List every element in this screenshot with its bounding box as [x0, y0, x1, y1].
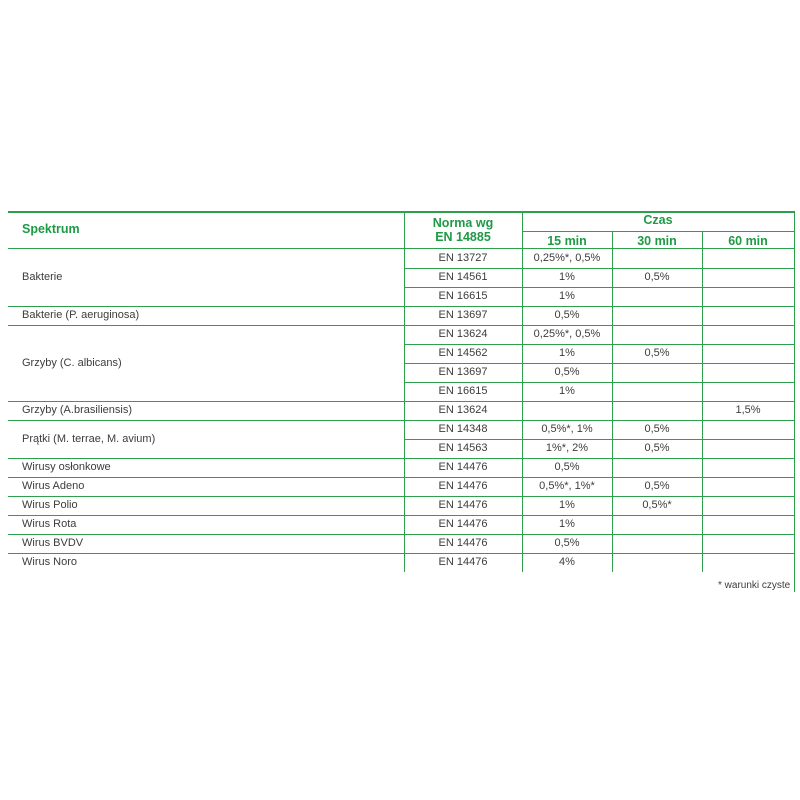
time-cell-15: 4% [559, 556, 575, 568]
time-cell-15: 0,5% [554, 537, 580, 549]
time-cell-30: 0,5% [644, 347, 670, 359]
row-divider [8, 515, 794, 516]
time-cell-30 [612, 287, 702, 306]
row-divider [8, 458, 794, 459]
row-divider [8, 248, 794, 249]
time-cell-60 [702, 268, 794, 287]
time-cell-30 [612, 249, 702, 268]
time-cell-15: 0,5%*, 1%* [539, 480, 595, 492]
time-cell-15: 1% [559, 385, 575, 397]
spectrum-label: Wirus Noro [22, 556, 78, 568]
spectrum-label: Bakterie (P. aeruginosa) [22, 309, 140, 321]
row-divider [404, 439, 794, 440]
column-divider [794, 211, 795, 592]
norm-cell: EN 14476 [438, 499, 488, 511]
header-time: Czas [643, 213, 673, 227]
time-cell-15: 0,5%*, 1% [541, 423, 593, 435]
norm-cell: EN 13624 [438, 328, 488, 340]
row-divider [8, 477, 794, 478]
time-cell-15: 1% [559, 271, 575, 283]
time-cell-30: 0,5%* [642, 499, 672, 511]
norm-cell: EN 13697 [438, 366, 488, 378]
time-cell-60 [702, 420, 794, 439]
time-cell-60 [702, 515, 794, 534]
time-cell-30: 0,5% [644, 442, 670, 454]
header-norm-line2: EN 14885 [435, 230, 491, 244]
header-norm-line1: Norma wg [432, 216, 494, 230]
time-cell-15: 0,25%*, 0,5% [533, 328, 601, 340]
time-cell-60 [702, 363, 794, 382]
header-spectrum: Spektrum [22, 222, 80, 236]
spectrum-label: Wirus Adeno [22, 480, 85, 492]
norm-cell: EN 16615 [438, 290, 488, 302]
norm-cell: EN 14561 [438, 271, 488, 283]
norm-cell: EN 16615 [438, 385, 488, 397]
header-col-30: 30 min [637, 234, 677, 248]
spectrum-label: Grzyby (A.brasiliensis) [22, 404, 133, 416]
row-divider [8, 534, 794, 535]
spectrum-label: Bakterie [22, 271, 63, 283]
norm-cell: EN 14562 [438, 347, 488, 359]
time-cell-60 [702, 344, 794, 363]
spectrum-label: Wirus Rota [22, 518, 77, 530]
norm-cell: EN 14348 [438, 423, 488, 435]
time-cell-60: 1,5% [735, 404, 761, 416]
spectrum-label: Wirusy osłonkowe [22, 461, 111, 473]
spectrum-label: Grzyby (C. albicans) [22, 357, 122, 369]
time-cell-15: 1%*, 2% [545, 442, 589, 454]
column-divider [612, 231, 613, 572]
row-divider [8, 211, 794, 213]
row-divider [8, 420, 794, 421]
header-col-15: 15 min [547, 234, 587, 248]
norm-cell: EN 13727 [438, 252, 488, 264]
time-cell-30: 0,5% [644, 423, 670, 435]
norm-cell: EN 14476 [438, 518, 488, 530]
row-divider [404, 382, 794, 383]
row-divider [8, 306, 794, 307]
header-col-60: 60 min [728, 234, 768, 248]
norm-cell: EN 14563 [438, 442, 488, 454]
row-divider [8, 496, 794, 497]
time-cell-30 [612, 401, 702, 420]
footnote: * warunki czyste [718, 580, 791, 591]
time-cell-60 [702, 249, 794, 268]
row-divider [404, 268, 794, 269]
time-cell-60 [702, 325, 794, 344]
time-cell-30 [612, 363, 702, 382]
time-cell-15: 0,25%*, 0,5% [533, 252, 601, 264]
time-cell-30 [612, 553, 702, 572]
time-cell-60 [702, 458, 794, 477]
row-divider [8, 325, 794, 326]
time-cell-15: 1% [559, 290, 575, 302]
row-divider [522, 231, 794, 232]
spectrum-label: Wirus BVDV [22, 537, 84, 549]
norm-cell: EN 14476 [438, 461, 488, 473]
time-cell-30 [612, 306, 702, 325]
time-cell-60 [702, 382, 794, 401]
time-cell-60 [702, 534, 794, 553]
column-divider [702, 231, 703, 572]
time-cell-30: 0,5% [644, 271, 670, 283]
time-cell-15: 0,5% [554, 461, 580, 473]
row-divider [8, 401, 794, 402]
time-cell-60 [702, 306, 794, 325]
norm-cell: EN 13697 [438, 309, 488, 321]
time-cell-30 [612, 382, 702, 401]
row-divider [404, 363, 794, 364]
row-divider [404, 344, 794, 345]
time-cell-60 [702, 496, 794, 515]
column-divider [522, 211, 523, 572]
time-cell-30 [612, 458, 702, 477]
row-divider [8, 553, 794, 554]
time-cell-15: 1% [559, 347, 575, 359]
time-cell-30: 0,5% [644, 480, 670, 492]
time-cell-15: 0,5% [554, 309, 580, 321]
time-cell-15: 0,5% [554, 366, 580, 378]
time-cell-30 [612, 325, 702, 344]
time-cell-15: 1% [559, 499, 575, 511]
time-cell-15: 1% [559, 518, 575, 530]
column-divider [404, 211, 405, 572]
spectrum-label: Wirus Polio [22, 499, 78, 511]
time-cell-60 [702, 477, 794, 496]
norm-cell: EN 14476 [438, 480, 488, 492]
norm-cell: EN 14476 [438, 556, 488, 568]
norm-cell: EN 13624 [438, 404, 488, 416]
row-divider [404, 287, 794, 288]
time-cell-30 [612, 534, 702, 553]
time-cell-15 [522, 401, 612, 420]
spectrum-label: Prątki (M. terrae, M. avium) [22, 433, 156, 445]
time-cell-30 [612, 515, 702, 534]
time-cell-60 [702, 553, 794, 572]
time-cell-60 [702, 439, 794, 458]
norm-cell: EN 14476 [438, 537, 488, 549]
time-cell-60 [702, 287, 794, 306]
